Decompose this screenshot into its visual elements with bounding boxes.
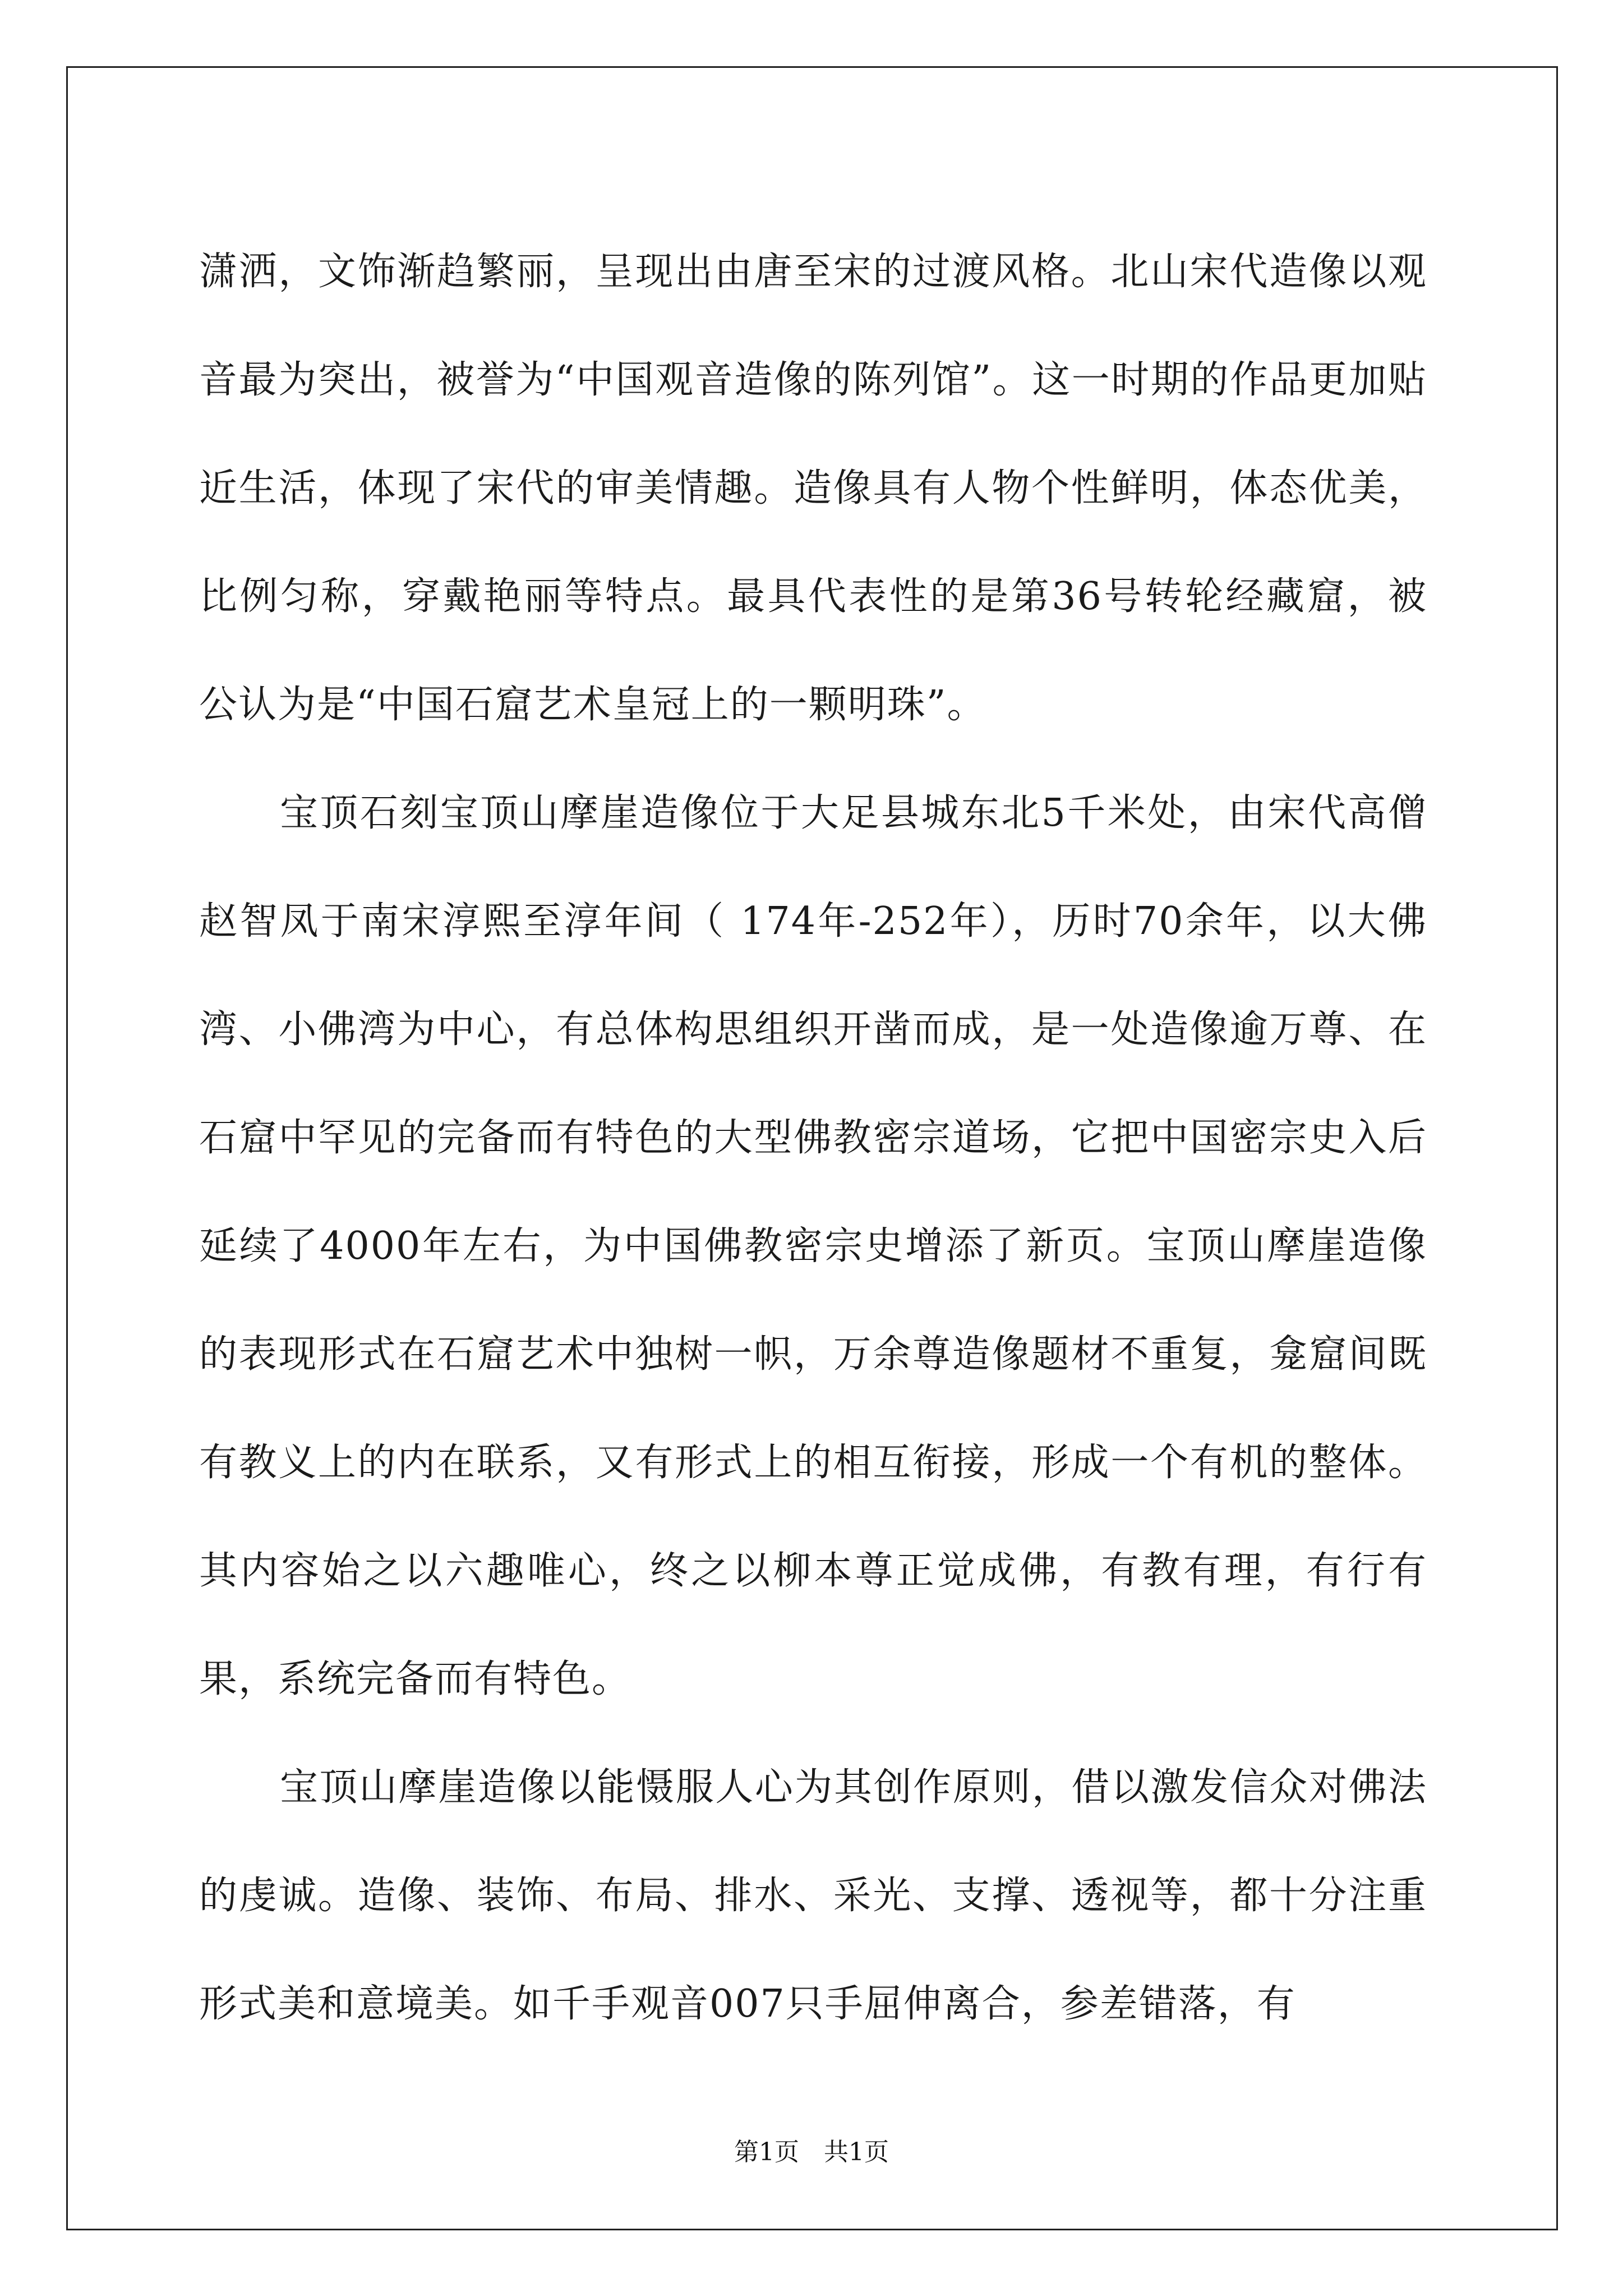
paragraph: 宝顶石刻宝顶山摩崖造像位于大足县城东北5千米处，由宋代高僧赵智凤于南宋淳熙至淳年间（ 174年-252年），历时70余年，以大佛湾、小佛湾为中心，有总体构思组织开凿而成，是一处造像逾万尊、在石窟中罕见的完备而有特色的大型佛教密宗道场，它把中国密宗史入后延续了4000年左右，为中国佛教密宗史增添了新页。宝顶山摩崖造像的表现形式在石窟艺术中独树一帜，万余尊造像题材不重复，龛窟间既有教义上的内在联系，又有形式上的相互衔接，形成一个有机的整体。其内容始之以六趣唯心，终之以柳本尊正觉成佛，有教有理，有行有果，系统完备而有特色。 — [199, 791, 1427, 1701]
document-body — [199, 218, 1427, 2058]
paragraph: 宝顶山摩崖造像以能慑服人心为其创作原则，借以激发信众对佛法的虔诚。造像、装饰、布局、排水、采光、支撑、透视等，都十分注重形式美和意境美。如千手观音007只手屈伸离合，参差错落，有 — [199, 1765, 1427, 2026]
paragraph: 潇洒，文饰渐趋繁丽，呈现出由唐至宋的过渡风格。北山宋代造像以观音最为突出，被誉为“中国观音造像的陈列馆”。这一时期的作品更加贴近生活，体现了宋代的审美情趣。造像具有人物个性鲜明，体态优美，比例匀称，穿戴艳丽等特点。最具代表性的是第36号转轮经藏窟，被公认为是“中国石窟艺术皇冠上的一颗明珠”。 — [199, 250, 1427, 727]
page-number-footer: 第1页 共1页 — [734, 2138, 889, 2166]
